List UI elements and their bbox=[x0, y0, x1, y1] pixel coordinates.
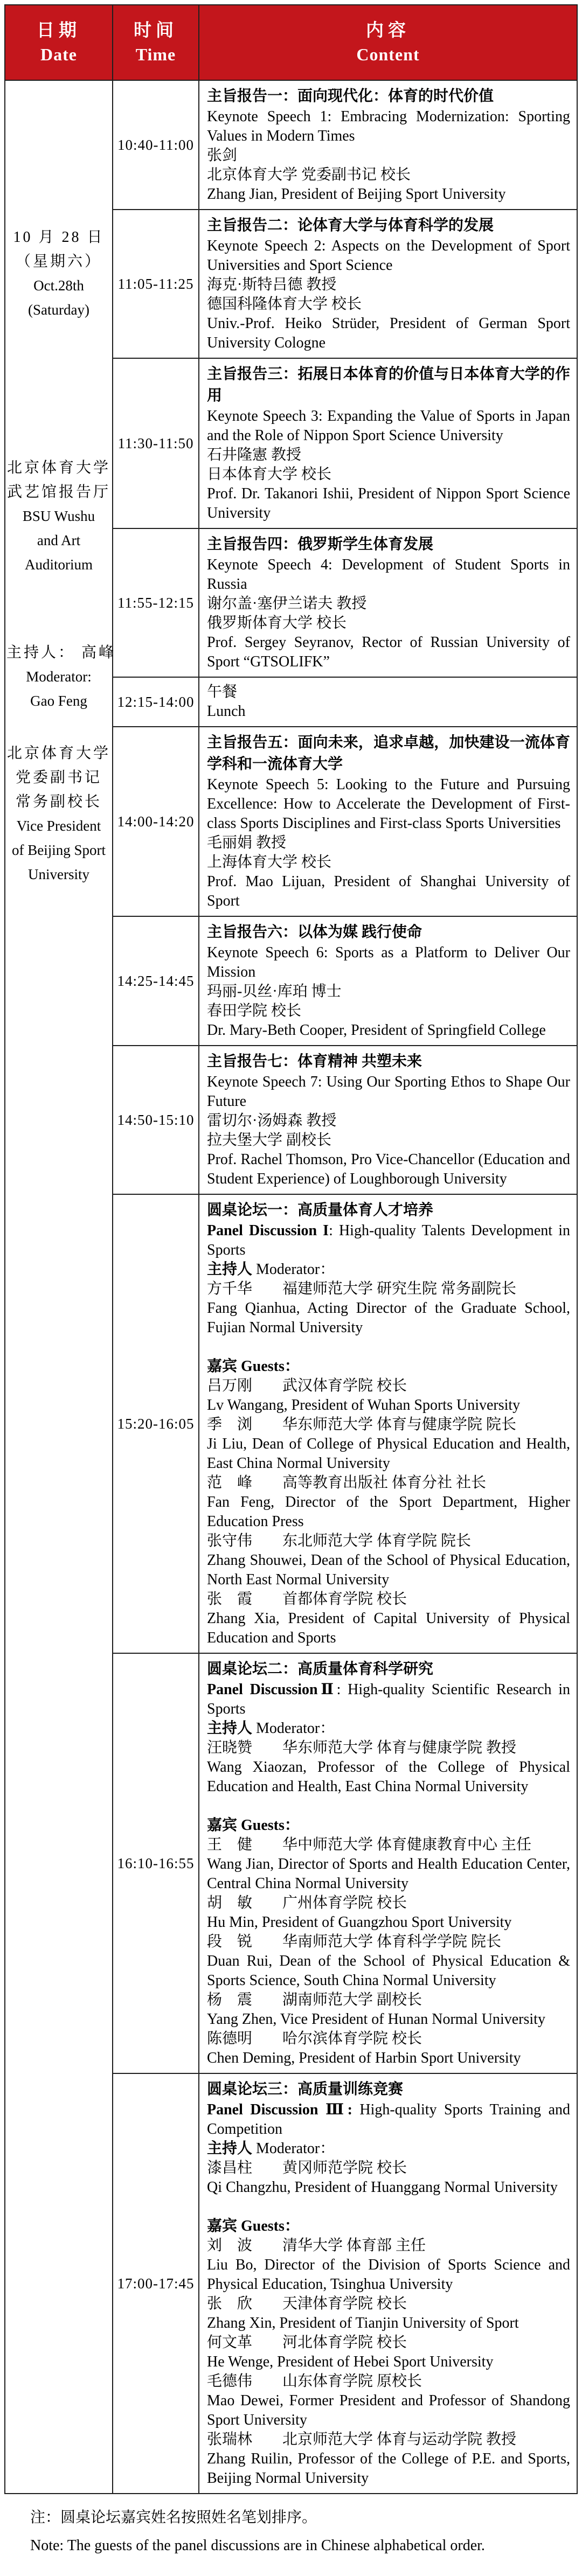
content-segment-bold: 主持人 bbox=[207, 2140, 253, 2157]
col-header-content bbox=[199, 5, 577, 80]
content-line: Prof. Sergey Seyranov, Rector of Russian University of Sport “GTSOLIFK” bbox=[207, 634, 570, 670]
content-line bbox=[207, 2100, 570, 2139]
content-line: Zhang Xia, President of Capital University of Physical Education and Sports bbox=[207, 1610, 570, 1646]
content-line: Zhang Ruilin, Professor of the College of P.E. and Sports, Beijing Normal University bbox=[207, 2450, 570, 2487]
content-cell bbox=[199, 916, 577, 1046]
content-line: Zhang Jian, President of Beijing Sport University bbox=[207, 186, 506, 203]
date-line: University bbox=[28, 866, 89, 882]
time-cell: 10:40-11:00 bbox=[113, 80, 199, 210]
time-cell: 12:15-14:00 bbox=[113, 677, 199, 727]
content-line: Liu Bo, Director of the Division of Sports Science and Physical Education, Tsinghua University bbox=[207, 2257, 570, 2293]
content-line bbox=[207, 1680, 570, 1719]
content-line: Wang Xiaozan, Professor of the College of Physical Education and Health, East China Normal University bbox=[207, 1759, 570, 1795]
session-title: 主旨报告一：面向现代化：体育的时代价值 bbox=[207, 88, 494, 105]
date-line: 党委副书记 bbox=[15, 769, 102, 786]
content-line: Ji Liu, Dean of College of Physical Education and Health, East China Normal University bbox=[207, 1436, 570, 1472]
session-title: 圆桌论坛一：高质量体育人才培养 bbox=[207, 1202, 434, 1219]
date-line: Gao Feng bbox=[30, 693, 87, 709]
session-title: 圆桌论坛二：高质量体育科学研究 bbox=[207, 1661, 434, 1677]
col-header-time bbox=[113, 5, 199, 80]
content-line: 春田学院 校长 bbox=[207, 1002, 302, 1019]
content-segment-bold: Panel Discussion I bbox=[207, 1222, 329, 1239]
session-title: 主旨报告二：论体育大学与体育科学的发展 bbox=[207, 217, 494, 234]
content-cell bbox=[199, 1046, 577, 1194]
content-line: Keynote Speech 6: Sports as a Platform to Deliver Our Mission bbox=[207, 944, 570, 980]
content-line: 毛丽娟 教授 bbox=[207, 834, 287, 851]
content-line: 北京体育大学 党委副书记 校长 bbox=[207, 166, 411, 183]
content-line: 张剑 bbox=[207, 147, 238, 164]
time-cell: 14:00-14:20 bbox=[113, 727, 199, 916]
content-line: Keynote Speech 1: Embracing Modernization: Sporting Values in Modern Times bbox=[207, 108, 570, 144]
content-line: 石井隆憲 教授 bbox=[207, 447, 302, 463]
content-line: 张 霞 首都体育学院 校长 bbox=[207, 1591, 407, 1607]
col-header-time-zh: 时间 bbox=[134, 21, 178, 40]
date-group-date bbox=[6, 225, 111, 322]
date-line: (Saturday) bbox=[28, 302, 89, 318]
content-line: 张 欣 天津体育学院 校长 bbox=[207, 2295, 407, 2312]
content-line: Hu Min, President of Guangzhou Sport University bbox=[207, 1914, 512, 1931]
content-line: 嘉宾 Guests： bbox=[207, 1358, 300, 1375]
content-cell bbox=[199, 2073, 577, 2494]
schedule-row bbox=[5, 80, 577, 210]
content-line: 吕万刚 武汉体育学院 校长 bbox=[207, 1377, 407, 1394]
content-line: 杨 震 湖南师范大学 副校长 bbox=[207, 1992, 422, 2008]
content-line: Keynote Speech 7: Using Our Sporting Ethos to Shape Our Future bbox=[207, 1074, 570, 1110]
content-line: 雷切尔·汤姆森 教授 bbox=[207, 1112, 337, 1129]
footnote-zh: 注：圆桌论坛嘉宾姓名按照姓名笔划排序。 bbox=[30, 2509, 317, 2526]
content-line: 季 浏 华东师范大学 体育与健康学院 院长 bbox=[207, 1416, 517, 1433]
content-line: 德国科隆体育大学 校长 bbox=[207, 296, 362, 312]
content-line: Qi Changzhu, President of Huanggang Normal University bbox=[207, 2179, 558, 2196]
spacer-line bbox=[207, 1797, 570, 1816]
col-header-content-en: Content bbox=[356, 45, 420, 64]
content-line: Keynote Speech 4: Development of Student Sports in Russia bbox=[207, 556, 570, 593]
session-title: 主旨报告三：拓展日本体育的价值与日本体育大学的作用 bbox=[207, 366, 570, 404]
content-cell bbox=[199, 210, 577, 358]
session-title: 主旨报告五：面向未来，追求卓越，加快建设一流体育学科和一流体育大学 bbox=[207, 734, 570, 772]
content-line: Prof. Dr. Takanori Ishii, President of Nippon Sport Science University bbox=[207, 485, 570, 521]
content-line: Keynote Speech 3: Expanding the Value of Sports in Japan and the Role of Nippon Sport Science University bbox=[207, 408, 570, 444]
content-segment: Moderator： bbox=[252, 1720, 335, 1737]
content-line: Mao Dewei, Former President and Professor of Shandong Sport University bbox=[207, 2392, 570, 2428]
date-line: BSU Wushu bbox=[22, 508, 95, 524]
footnote-en: Note: The guests of the panel discussions are in Chinese alphabetical order. bbox=[30, 2537, 485, 2554]
content-line: Lunch bbox=[207, 703, 246, 720]
content-line: Duan Rui, Dean of the School of Physical Education & Sports Science, South China Normal University bbox=[207, 1953, 570, 1989]
content-line: 王 健 华中师范大学 体育健康教育中心 主任 bbox=[207, 1836, 532, 1853]
content-line: 日本体育大学 校长 bbox=[207, 466, 332, 483]
time-cell: 17:00-17:45 bbox=[113, 2073, 199, 2494]
content-line: Keynote Speech 2: Aspects on the Development of Sport Universities and Sport Science bbox=[207, 238, 570, 274]
date-line: Vice President bbox=[16, 818, 101, 834]
content-segment: : High-quality Talents Development in Sports bbox=[207, 1222, 570, 1258]
content-cell bbox=[199, 727, 577, 916]
content-line: 玛丽-贝丝·库珀 博士 bbox=[207, 983, 342, 1000]
session-title: 主旨报告四：俄罗斯学生体育发展 bbox=[207, 536, 434, 553]
session-title: 圆桌论坛三：高质量训练竞赛 bbox=[207, 2081, 404, 2098]
content-line: Dr. Mary-Beth Cooper, President of Springfield College bbox=[207, 1022, 546, 1039]
content-cell bbox=[199, 358, 577, 528]
content-line: Prof. Rachel Thomson, Pro Vice-Chancellor (Education and Student Experience) of Loughborough University bbox=[207, 1151, 570, 1187]
content-cell bbox=[199, 1194, 577, 1653]
content-segment-bold: 主持人 bbox=[207, 1720, 253, 1737]
date-line: 10 月 28 日 bbox=[13, 229, 105, 246]
content-line: 毛德伟 山东体育学院 原校长 bbox=[207, 2373, 422, 2390]
content-segment: Moderator： bbox=[252, 2140, 335, 2157]
date-group-moderator-title bbox=[6, 741, 111, 887]
content-line: Lv Wangang, President of Wuhan Sports University bbox=[207, 1397, 521, 1414]
content-line: Chen Deming, President of Harbin Sport University bbox=[207, 2050, 521, 2066]
content-cell bbox=[199, 1653, 577, 2073]
content-segment: : High-quality Scientific Research in Sports bbox=[207, 1681, 570, 1717]
date-line: of Beijing Sport bbox=[12, 842, 106, 858]
content-line bbox=[207, 1719, 570, 1738]
content-line bbox=[207, 1260, 570, 1279]
content-segment-bold: Panel DiscussionⅡ bbox=[207, 1681, 337, 1698]
content-segment: Moderator： bbox=[252, 1261, 335, 1278]
content-line: 俄罗斯体育大学 校长 bbox=[207, 615, 347, 631]
col-header-date bbox=[5, 5, 113, 80]
date-line: 武艺馆报告厅 bbox=[6, 484, 110, 500]
content-line: 陈德明 哈尔滨体育学院 校长 bbox=[207, 2030, 422, 2047]
date-line: Oct.28th bbox=[33, 277, 84, 294]
content-line bbox=[207, 1221, 570, 1260]
content-line: 海克·斯特吕德 教授 bbox=[207, 276, 337, 293]
content-segment-bold: 主持人 bbox=[207, 1261, 253, 1278]
spacer-line bbox=[207, 1338, 570, 1357]
content-segment: High-quality Sports Training and Competition bbox=[207, 2101, 570, 2138]
date-group-moderator bbox=[6, 640, 116, 713]
content-cell bbox=[199, 528, 577, 677]
time-cell: 11:30-11:50 bbox=[113, 358, 199, 528]
schedule-table bbox=[4, 4, 578, 2494]
content-line: Yang Zhen, Vice President of Hunan Normal University bbox=[207, 2011, 545, 2028]
content-line: 拉夫堡大学 副校长 bbox=[207, 1132, 332, 1148]
content-cell bbox=[199, 80, 577, 210]
content-line: Prof. Mao Lijuan, President of Shanghai University of Sport bbox=[207, 873, 570, 909]
time-cell: 16:10-16:55 bbox=[113, 1653, 199, 2073]
content-line: 胡 敏 广州体育学院 校长 bbox=[207, 1895, 407, 1911]
content-line: 范 峰 高等教育出版社 体育分社 社长 bbox=[207, 1474, 487, 1491]
content-line: 张瑞林 北京师范大学 体育与运动学院 教授 bbox=[207, 2431, 517, 2448]
content-line: 刘 波 清华大学 体育部 主任 bbox=[207, 2237, 426, 2254]
content-line: 上海体育大学 校长 bbox=[207, 854, 332, 871]
date-line: Auditorium bbox=[25, 556, 93, 573]
date-line: and Art bbox=[37, 532, 81, 548]
col-header-date-zh: 日期 bbox=[37, 21, 81, 40]
date-line: 北京体育大学 bbox=[6, 459, 110, 476]
col-header-date-en: Date bbox=[40, 45, 77, 64]
date-line: 主持人： 高峰 bbox=[6, 644, 116, 661]
content-line: 嘉宾 Guests： bbox=[207, 2218, 300, 2234]
content-line: 段 锐 华南师范大学 体育科学学院 院长 bbox=[207, 1933, 502, 1950]
content-line: 何文革 河北体育学院 校长 bbox=[207, 2334, 407, 2351]
content-line: Univ.-Prof. Heiko Strüder, President of German Sport University Cologne bbox=[207, 315, 570, 351]
date-venue-cell bbox=[5, 80, 116, 2494]
content-line: 漆昌柱 黄冈师范学院 校长 bbox=[207, 2160, 407, 2176]
date-line: 常务副校长 bbox=[15, 793, 102, 810]
spacer-line bbox=[207, 2197, 570, 2217]
content-line: Zhang Xin, President of Tianjin University of Sport bbox=[207, 2315, 519, 2331]
content-line: Fang Qianhua, Acting Director of the Graduate School, Fujian Normal University bbox=[207, 1300, 570, 1336]
content-segment-bold: Panel Discussion Ⅲ: bbox=[207, 2101, 352, 2118]
content-cell bbox=[199, 677, 577, 727]
time-cell: 11:05-11:25 bbox=[113, 210, 199, 358]
content-line: Keynote Speech 5: Looking to the Future and Pursuing Excellence: How to Accelerate the Development of First-class Sports Disciplines and First-class Sports Universities bbox=[207, 776, 570, 832]
header-row bbox=[5, 5, 577, 80]
date-line: （星期六） bbox=[15, 253, 102, 270]
content-line: Wang Jian, Director of Sports and Health Education Center, Central China Normal University bbox=[207, 1856, 570, 1892]
col-header-content-zh: 内容 bbox=[366, 21, 410, 40]
content-line: 嘉宾 Guests： bbox=[207, 1817, 300, 1834]
date-group-venue bbox=[6, 456, 111, 577]
footnote bbox=[30, 2504, 578, 2560]
content-line: Zhang Shouwei, Dean of the School of Physical Education, North East Normal University bbox=[207, 1552, 570, 1588]
content-line: 方千华 福建师范大学 研究生院 常务副院长 bbox=[207, 1280, 517, 1297]
session-title: 主旨报告七：体育精神 共塑未来 bbox=[207, 1053, 422, 1070]
date-line: Moderator: bbox=[26, 669, 92, 685]
session-title: 主旨报告六：以体为媒 践行使命 bbox=[207, 924, 422, 941]
date-line: 北京体育大学 bbox=[6, 745, 110, 762]
content-line: 张守伟 东北师范大学 体育学院 院长 bbox=[207, 1533, 472, 1549]
content-line bbox=[207, 2139, 570, 2159]
time-cell: 14:25-14:45 bbox=[113, 916, 199, 1046]
content-line: 午餐 bbox=[207, 684, 238, 700]
time-cell: 15:20-16:05 bbox=[113, 1194, 199, 1653]
col-header-time-en: Time bbox=[135, 45, 176, 64]
content-line: 谢尔盖·塞伊兰诺夫 教授 bbox=[207, 595, 367, 612]
time-cell: 14:50-15:10 bbox=[113, 1046, 199, 1194]
content-line: Fan Feng, Director of the Sport Department, Higher Education Press bbox=[207, 1494, 570, 1530]
content-line: He Wenge, President of Hebei Sport University bbox=[207, 2354, 494, 2370]
content-line: 汪晓赞 华东师范大学 体育与健康学院 教授 bbox=[207, 1739, 517, 1756]
time-cell: 11:55-12:15 bbox=[113, 528, 199, 677]
